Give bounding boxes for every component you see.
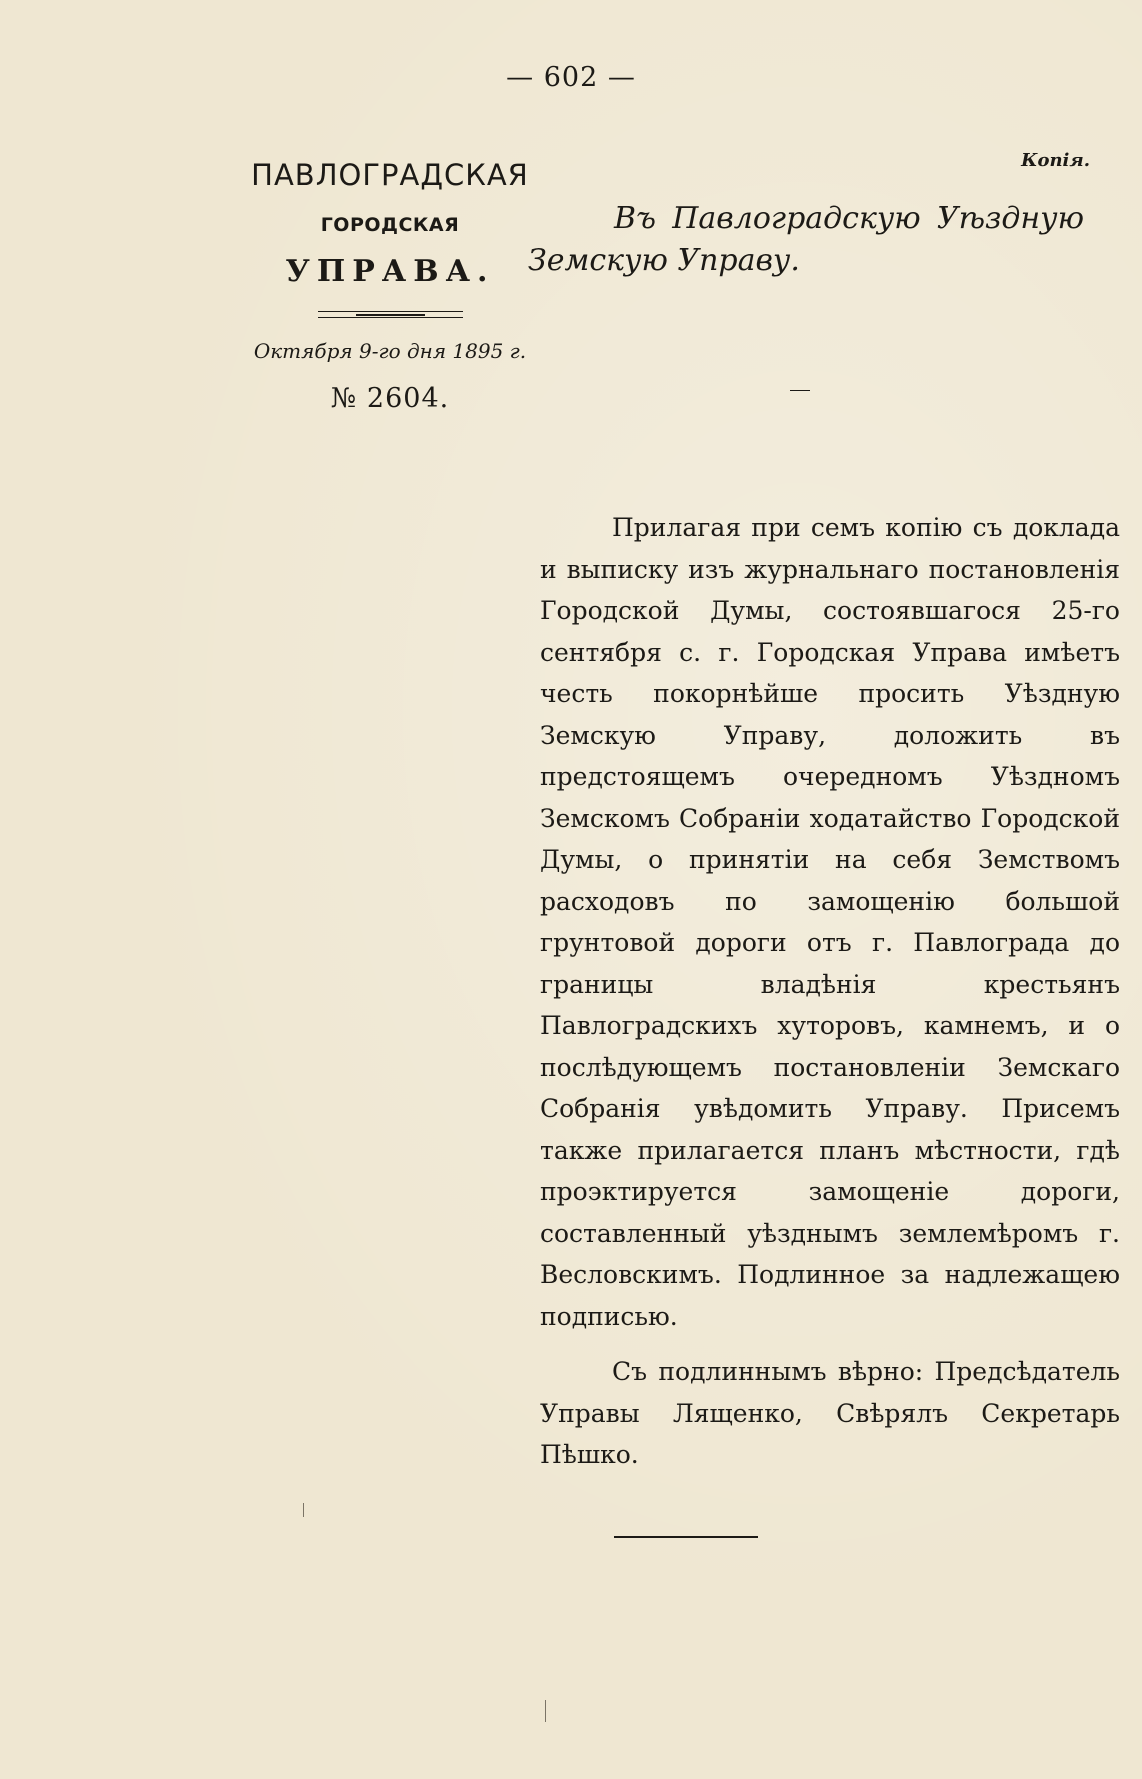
letterhead-number: № 2604.: [330, 383, 450, 414]
body-paragraph-2: Съ подлиннымъ вѣрно: Предсѣдатель Управы Лященко, Свѣрялъ Секретарь Пѣшко.: [540, 1357, 1120, 1469]
letterhead: [240, 158, 540, 414]
letterhead-date: Октября 9-го дня 1895 г.: [253, 339, 527, 363]
copy-mark: Копія.: [1021, 150, 1090, 171]
letterhead-title: УПРАВА.: [285, 254, 495, 289]
letter-body: [540, 507, 1120, 1476]
letterhead-divider: [318, 311, 463, 317]
page-number: — 602 —: [506, 62, 636, 93]
closing-rule: [614, 1536, 758, 1538]
decorative-dash: [790, 390, 810, 391]
letterhead-organization: ПАВЛОГРАДСКАЯ: [251, 158, 529, 192]
margin-mark: [303, 1503, 304, 1517]
body-paragraph-1: Прилагая при семъ копію съ доклада и выписку изъ журнальнаго постановленія Городской Думы, состоявшагося 25-го сентября с. г. Городская Управа имѣетъ честь покорнѣйше просить Уѣздную Земскую Управу, доложить въ предстоящемъ очередномъ Уѣздномъ Земскомъ Собраніи ходатайство Городской Думы, о принятіи на себя Земствомъ расходовъ по замощенію большой грунтовой дороги отъ г. Павлограда до границы владѣнія крестьянъ Павлоградскихъ хуторовъ, камнемъ, и о послѣдующемъ постановленіи Земскаго Собранія увѣдомить Управу. Присемъ также прилагается планъ мѣстности, гдѣ проэктируется замощеніе дороги, составленный уѣзднымъ землемѣромъ г. Весловскимъ. Подлинное за надлежащею подписью.: [540, 513, 1120, 1331]
margin-mark: [545, 1700, 546, 1722]
addressee: Въ Павлоградскую Уѣздную Земскую Управу.: [528, 201, 1084, 278]
letterhead-subtitle: ГОРОДСКАЯ: [320, 214, 460, 236]
